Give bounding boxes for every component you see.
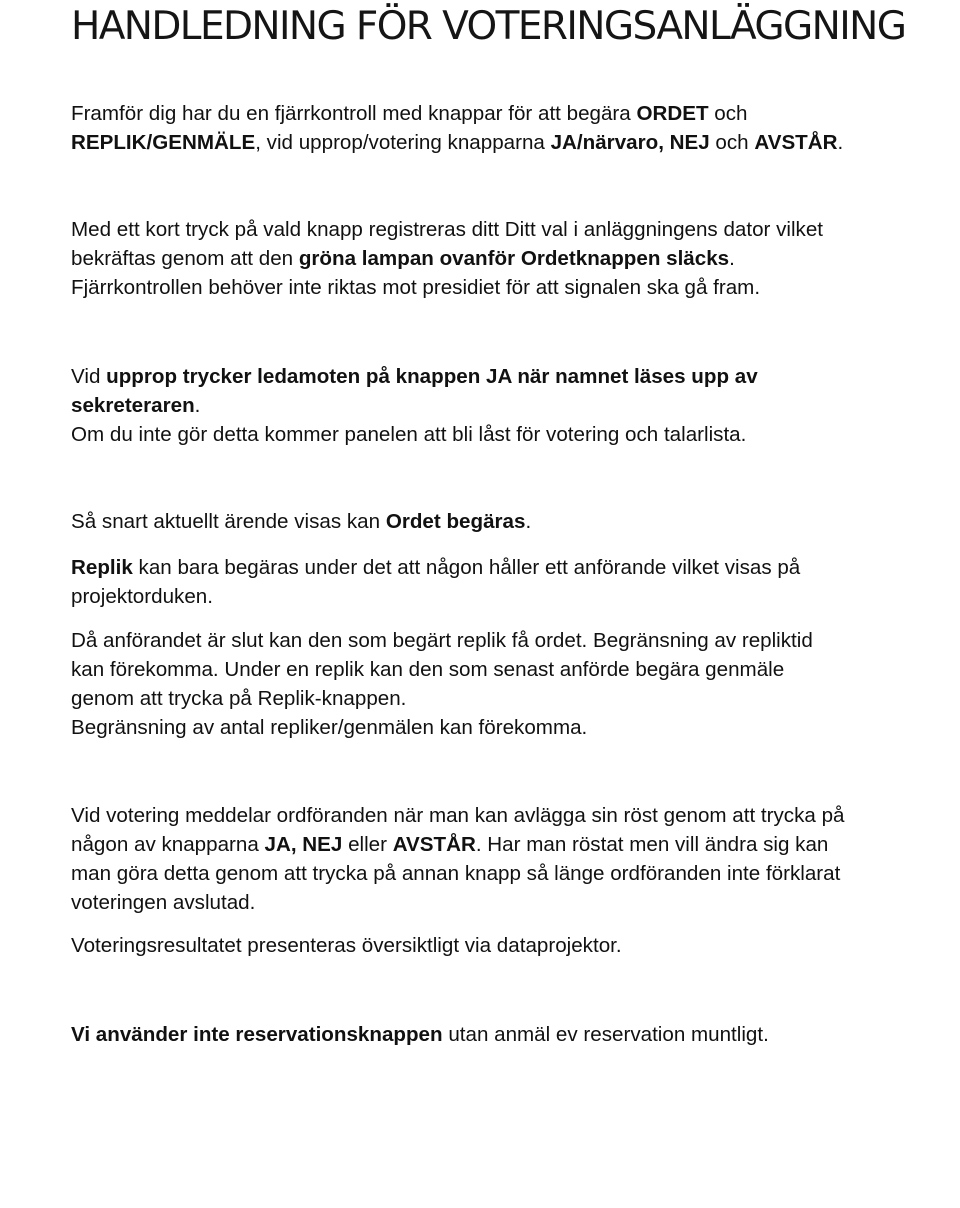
roll-call-emphasis: upprop trycker ledamoten på knappen JA när namnet läses upp av — [106, 365, 758, 388]
ja-nej-buttons-emphasis: JA, NEJ — [264, 833, 343, 856]
reply-rules-paragraph — [71, 626, 951, 742]
reservation-emphasis: Vi använder inte reservationsknappen — [71, 1023, 443, 1046]
reply-line-1: Replik kan bara begäras under det att någon håller ett anförande vilket visas på — [71, 556, 801, 579]
reservation-paragraph — [71, 1020, 951, 1049]
intro-line-1: Framför dig har du en fjärrkontroll med knappar för att begära ORDET och — [71, 102, 748, 125]
replik-genmale-keyword: REPLIK/GENMÄLE — [71, 131, 256, 154]
results-line-1: Voteringsresultatet presenteras översiktligt via dataprojektor. — [71, 934, 622, 957]
intro-paragraph — [71, 99, 951, 157]
voting-line-1: Vid votering meddelar ordföranden när man kan avlägga sin röst genom att trycka på — [71, 804, 845, 827]
green-lamp-emphasis: gröna lampan ovanför Ordetknappen släcks — [298, 247, 730, 270]
roll-call-line-2: sekreteraren. — [71, 394, 201, 417]
reply-rules-line-4: Begränsning av antal repliker/genmälen kan förekomma. — [71, 716, 588, 739]
reply-rules-line-3: genom att trycka på Replik-knappen. — [71, 687, 407, 710]
request-floor-paragraph — [71, 507, 951, 536]
request-floor-line-1: Så snart aktuellt ärende visas kan Ordet begäras. — [71, 510, 532, 533]
voting-line-3: man göra detta genom att trycka på annan knapp så länge ordföranden inte förklarat — [71, 862, 841, 885]
registration-line-3: Fjärrkontrollen behöver inte riktas mot presidiet för att signalen ska gå fram. — [71, 276, 761, 299]
secretary-emphasis: sekreteraren — [71, 394, 195, 417]
registration-line-1: Med ett kort tryck på vald knapp registreras ditt Ditt val i anläggningens dator vilket — [71, 218, 824, 241]
avstar-button-emphasis: AVSTÅR — [392, 833, 476, 856]
intro-line-2: REPLIK/GENMÄLE, vid upprop/votering knapparna JA/närvaro, NEJ och AVSTÅR. — [71, 131, 844, 154]
replik-emphasis: Replik — [71, 556, 133, 579]
ja-nej-keyword: JA/närvaro, NEJ — [550, 131, 710, 154]
registration-paragraph — [71, 215, 951, 302]
ordet-begaras-emphasis: Ordet begäras — [385, 510, 526, 533]
avstar-keyword: AVSTÅR — [754, 131, 838, 154]
voting-line-2: någon av knapparna JA, NEJ eller AVSTÅR. Har man röstat men vill ändra sig kan — [71, 833, 829, 856]
voting-line-4: voteringen avslutad. — [71, 891, 256, 914]
roll-call-line-1: Vid upprop trycker ledamoten på knappen JA när namnet läses upp av — [71, 365, 758, 388]
reply-line-2: projektorduken. — [71, 585, 213, 608]
voting-paragraph — [71, 801, 951, 917]
results-paragraph — [71, 931, 951, 960]
page-title: HANDLEDNING FÖR VOTERINGSANLÄGGNING — [71, 4, 906, 49]
roll-call-line-3: Om du inte gör detta kommer panelen att bli låst för votering och talarlista. — [71, 423, 747, 446]
reservation-line-1: Vi använder inte reservationsknappen utan anmäl ev reservation muntligt. — [71, 1023, 769, 1046]
reply-paragraph — [71, 553, 951, 611]
registration-line-2: bekräftas genom att den gröna lampan ovanför Ordetknappen släcks. — [71, 247, 735, 270]
ordet-keyword: ORDET — [636, 102, 709, 125]
roll-call-paragraph — [71, 362, 951, 449]
reply-rules-line-1: Då anförandet är slut kan den som begärt replik få ordet. Begränsning av repliktid — [71, 629, 813, 652]
reply-rules-line-2: kan förekomma. Under en replik kan den som senast anförde begära genmäle — [71, 658, 785, 681]
